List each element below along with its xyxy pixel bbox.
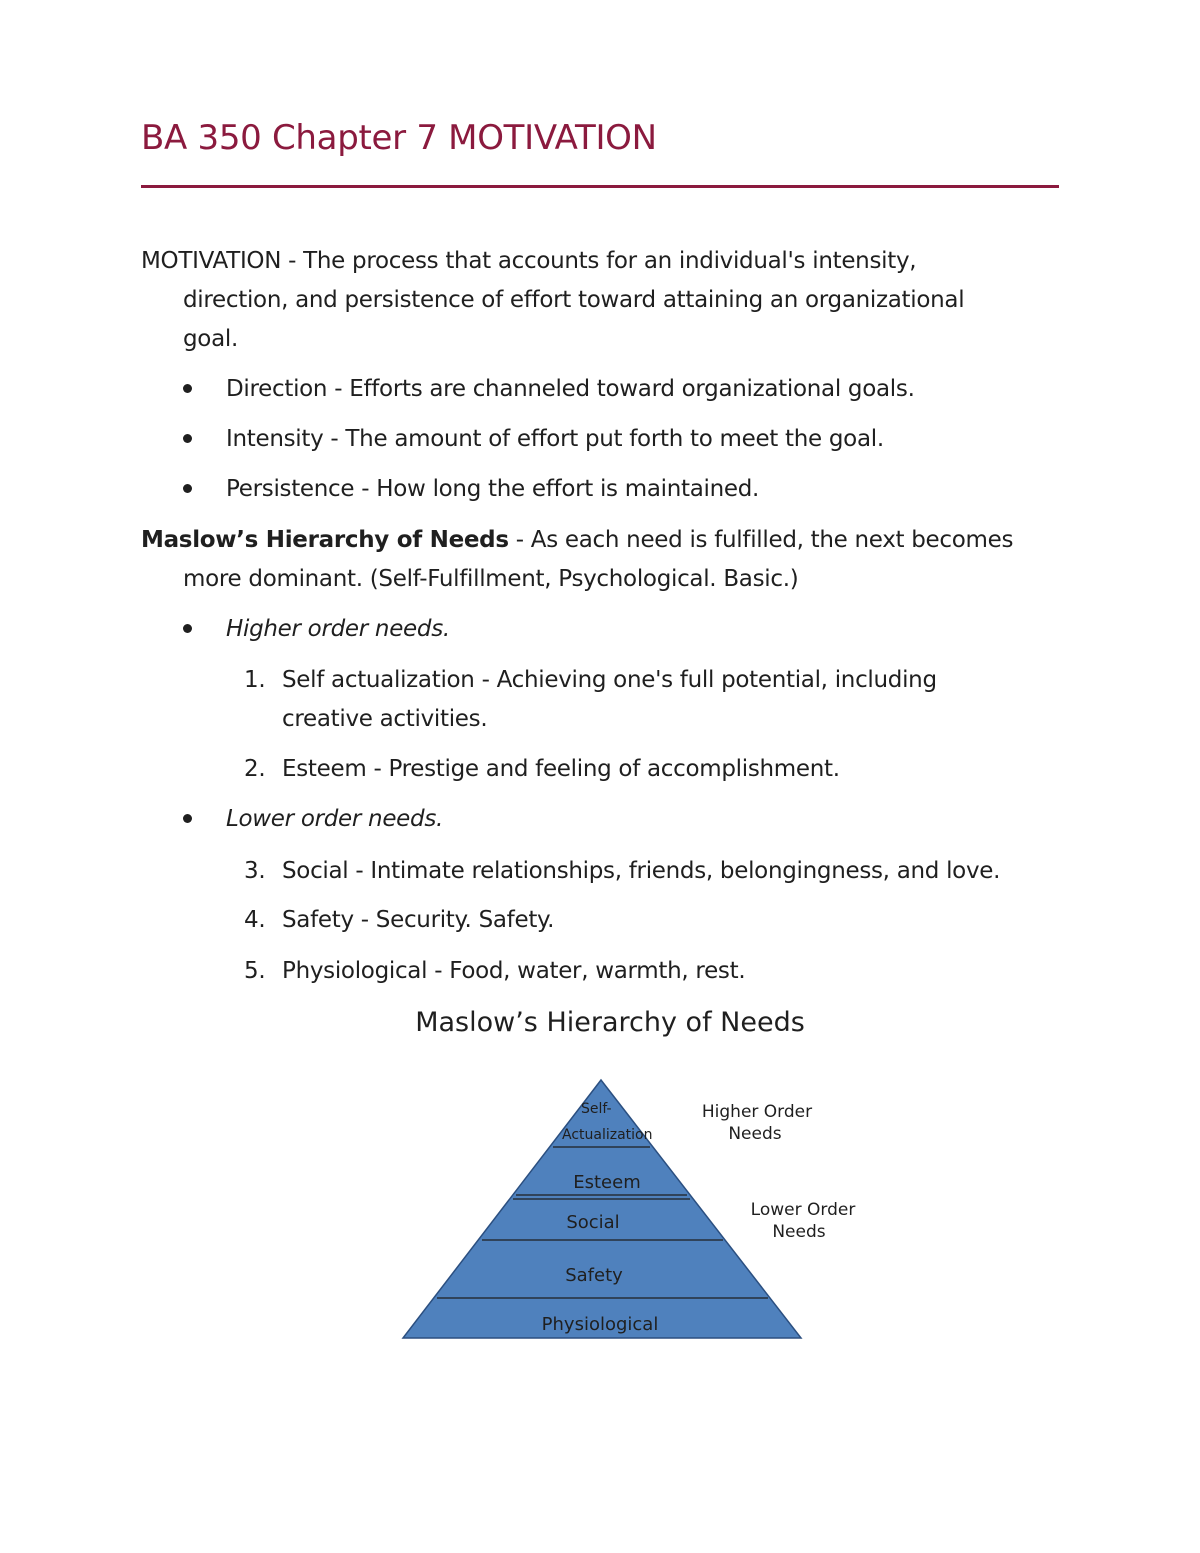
list-number: 3. xyxy=(244,858,266,884)
higher-order-label-1: Higher Order xyxy=(701,1102,813,1122)
motivation-line-3: goal. xyxy=(183,326,238,352)
list-number: 2. xyxy=(244,756,266,782)
list-text: Physiological - Food, water, warmth, rest. xyxy=(282,958,746,984)
list-text: Safety - Security. Safety. xyxy=(282,907,555,933)
lower-order-label-1: Lower Order xyxy=(750,1200,856,1220)
level-physiological: Physiological xyxy=(541,1314,659,1335)
maslow-term: Maslow’s Hierarchy of Needs xyxy=(141,527,509,553)
motivation-line-2: direction, and persistence of effort toward attaining an organizational xyxy=(183,287,965,313)
level-social: Social xyxy=(566,1212,620,1233)
list-text: Esteem - Prestige and feeling of accomplishment. xyxy=(282,756,840,782)
bullet-text: Persistence - How long the effort is maintained. xyxy=(226,476,760,502)
level-self-actualization-1: Self- xyxy=(581,1101,612,1117)
higher-order-label-2: Needs xyxy=(728,1124,782,1144)
figure-title: Maslow’s Hierarchy of Needs xyxy=(415,1007,805,1038)
level-safety: Safety xyxy=(565,1265,623,1286)
list-text-line-1: Self actualization - Achieving one's full potential, including xyxy=(282,667,937,693)
list-number: 4. xyxy=(244,907,266,933)
list-number: 5. xyxy=(244,958,266,984)
list-text: Social - Intimate relationships, friends, belongingness, and love. xyxy=(282,858,1001,884)
list-number: 1. xyxy=(244,667,266,693)
bullet-text: Intensity - The amount of effort put forth to meet the goal. xyxy=(226,426,884,452)
lower-order-label-2: Needs xyxy=(772,1222,826,1242)
list-text-line-2: creative activities. xyxy=(282,706,488,732)
maslow-line-2: more dominant. (Self-Fulfillment, Psychological. Basic.) xyxy=(183,566,799,592)
bullet-text: Direction - Efforts are channeled toward organizational goals. xyxy=(226,376,915,402)
motivation-line-1: MOTIVATION - The process that accounts for an individual's intensity, xyxy=(141,248,917,274)
level-esteem: Esteem xyxy=(573,1172,641,1193)
maslow-line-1-rest: - As each need is fulfilled, the next becomes xyxy=(508,527,1014,553)
bullet-text: Higher order needs. xyxy=(226,616,450,642)
document-title: BA 350 Chapter 7 MOTIVATION xyxy=(141,118,657,158)
level-self-actualization-2: Actualization xyxy=(562,1127,653,1143)
bullet-text: Lower order needs. xyxy=(226,806,444,832)
